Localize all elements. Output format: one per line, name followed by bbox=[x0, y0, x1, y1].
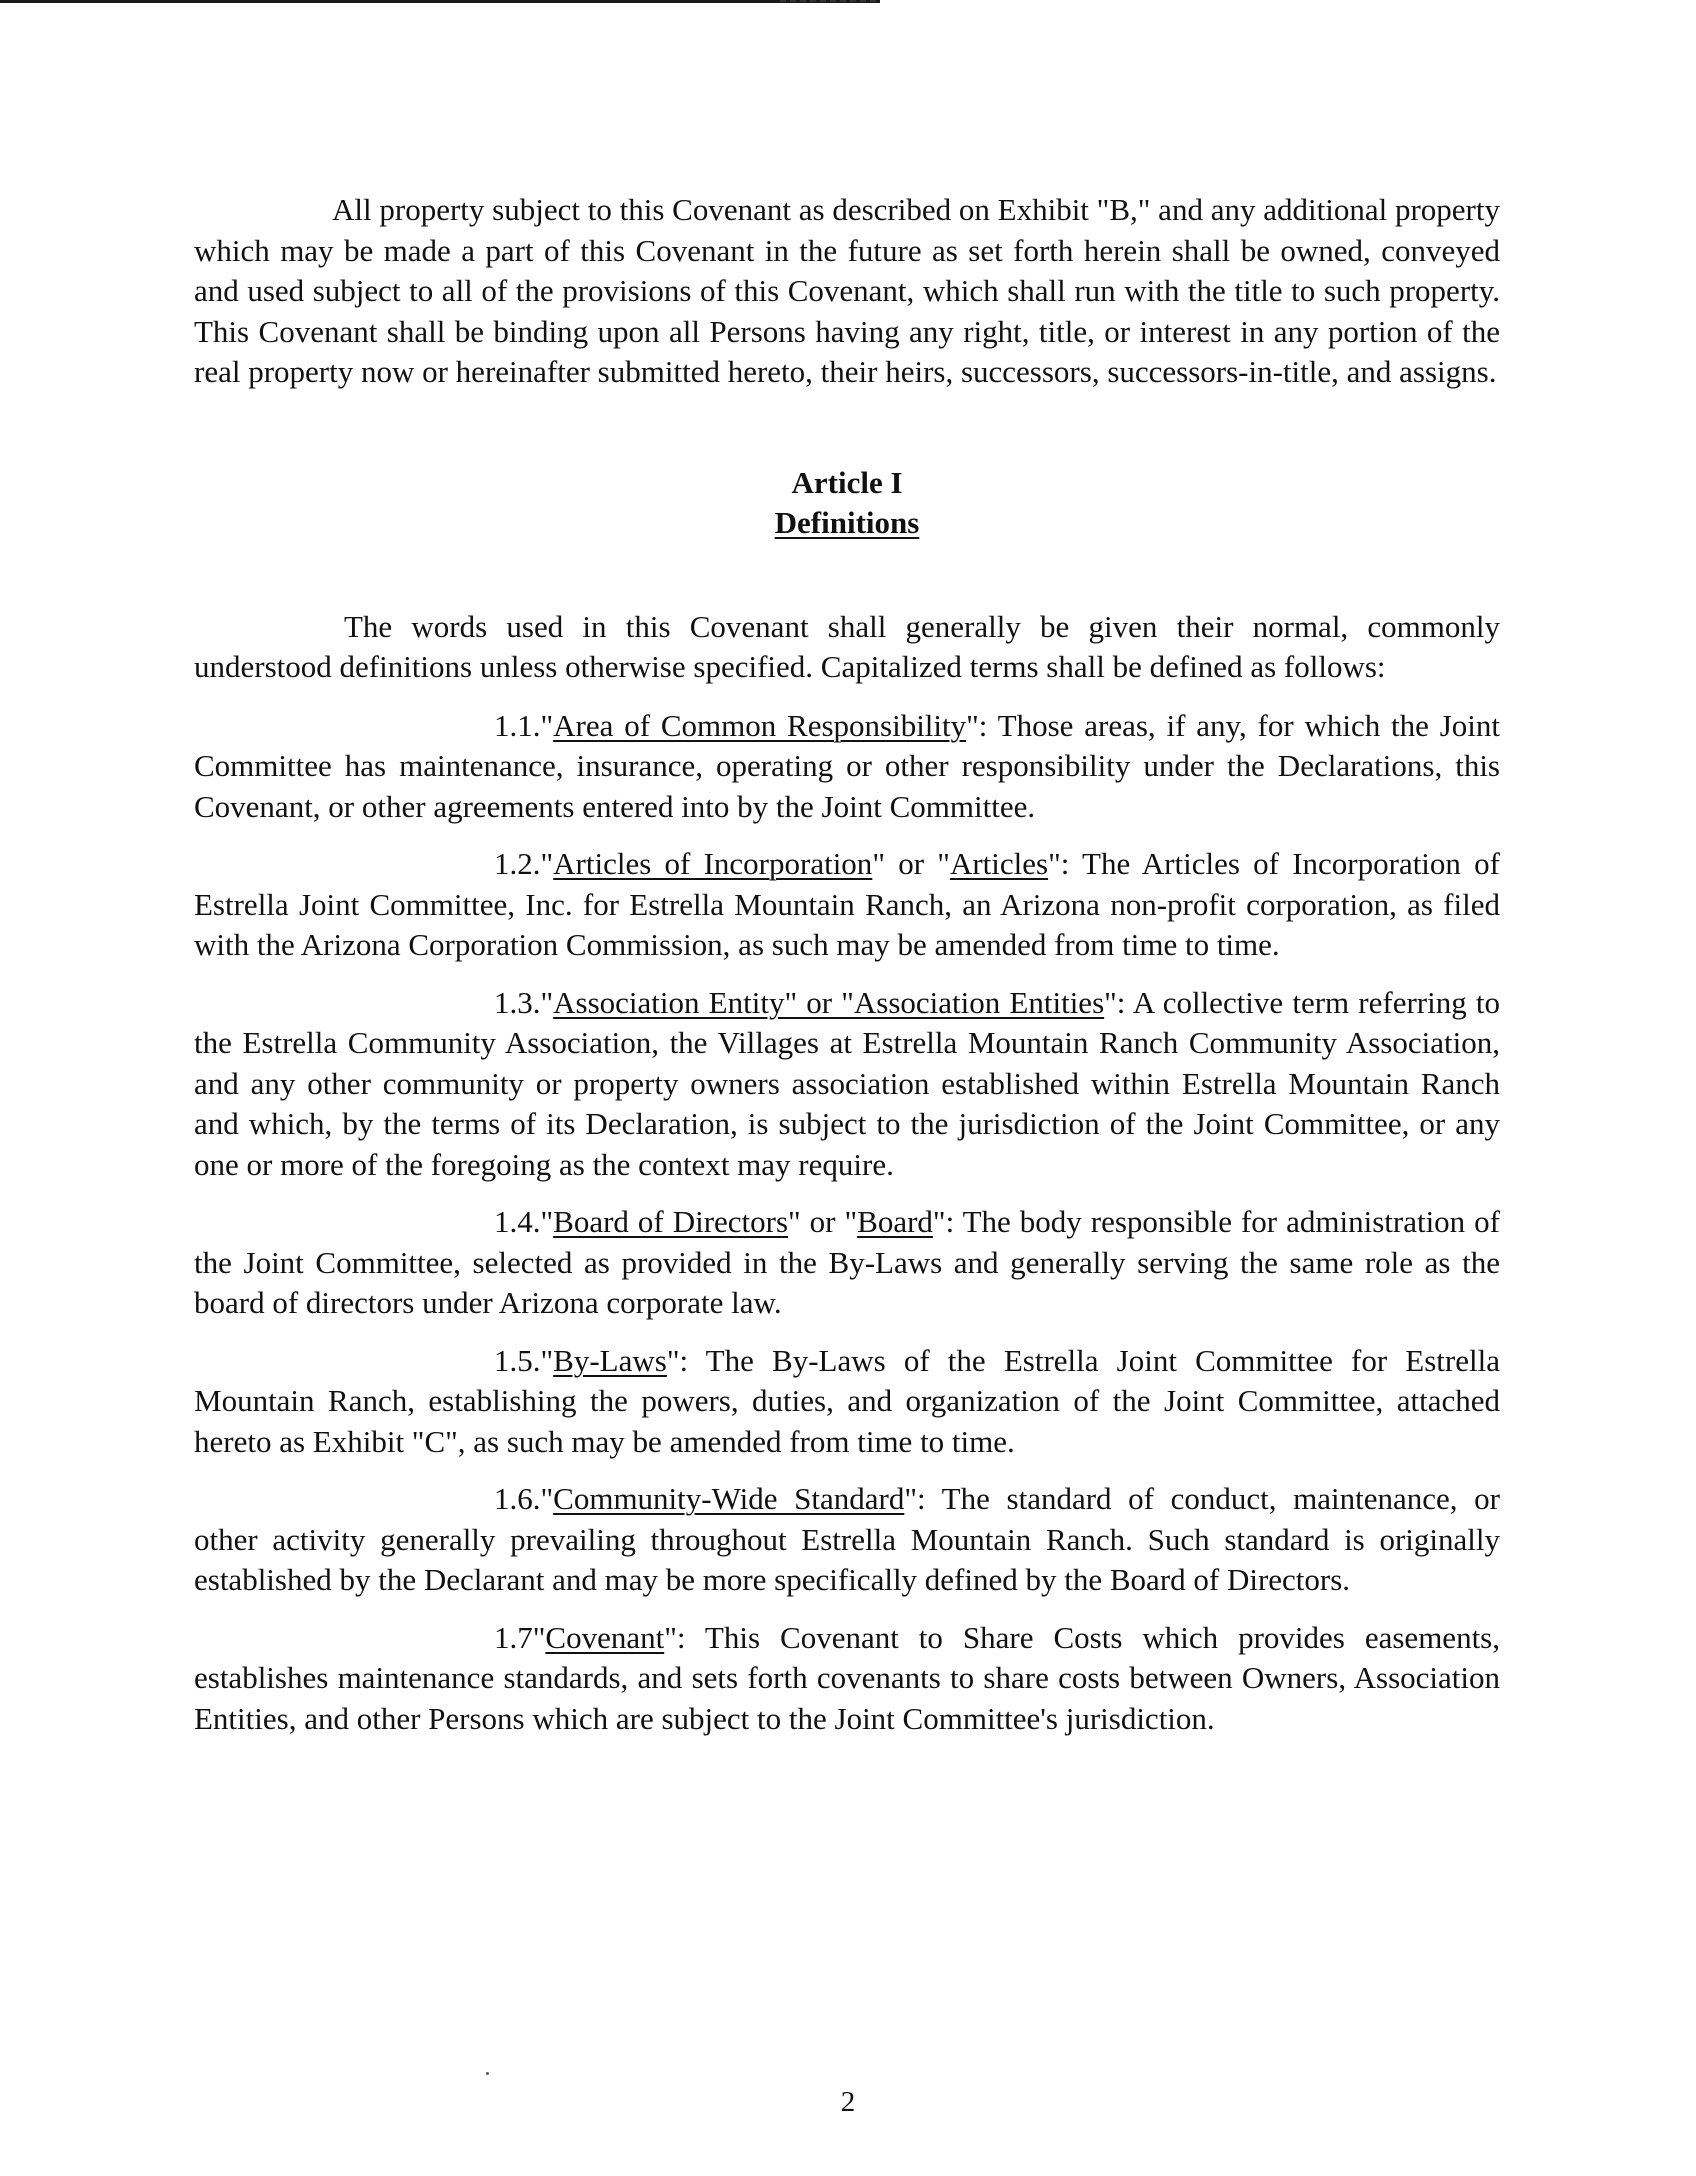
spacer bbox=[194, 688, 1500, 706]
article-number: Article I bbox=[791, 464, 903, 500]
page-number: 2 bbox=[840, 2086, 856, 2118]
scan-speck bbox=[486, 2072, 489, 2075]
definition-number: 1.7 bbox=[494, 1619, 533, 1655]
definition-term: Association Entity" or "Association Entities bbox=[553, 984, 1105, 1020]
definition-number: 1.5. bbox=[494, 1342, 541, 1378]
definition-term: Articles of Incorporation bbox=[553, 846, 873, 881]
definition-item bbox=[194, 844, 1500, 966]
definition-close-quote: ": bbox=[666, 1342, 689, 1378]
definition-number: 1.2. bbox=[494, 846, 541, 881]
definition-open-quote: " bbox=[540, 846, 554, 881]
article-title: Definitions bbox=[774, 504, 920, 540]
definition-item bbox=[194, 1202, 1500, 1324]
spacer bbox=[194, 1462, 1500, 1479]
definition-item bbox=[194, 983, 1500, 1186]
definition-body: The Articles of Incorporation of Estrella Joint Committee, Inc. for Estrella Mountain Ranch, an Arizona non-profit corporation, as filed with the Arizona Corporation Commission, as such may be amended from time to time. bbox=[194, 846, 1500, 962]
definition-item bbox=[194, 706, 1500, 828]
definition-item bbox=[194, 1618, 1500, 1740]
definition-body: Those areas, if any, for which the Joint Committee has maintenance, insurance, operating or other responsibility under the Declarations, this Covenant, or other agreements entered into by the Joint Committee. bbox=[194, 707, 1500, 824]
spacer bbox=[194, 543, 1500, 607]
definition-body: The standard of conduct, maintenance, or other activity generally prevailing throughout Estrella Mountain Ranch. Such standard is originally established by the Declarant and may be more specifically defined by the Board of Directors. bbox=[194, 1481, 1500, 1597]
spacer bbox=[194, 1185, 1500, 1202]
definition-mid-quote: " or " bbox=[872, 846, 950, 881]
definition-term: Covenant bbox=[545, 1619, 665, 1655]
definition-term-alt: Articles bbox=[949, 846, 1049, 881]
definition-number: 1.3. bbox=[494, 984, 541, 1020]
definition-term: Area of Common Responsibility bbox=[553, 707, 967, 743]
spacer bbox=[194, 1324, 1500, 1341]
definition-close-quote: ": bbox=[904, 1481, 926, 1516]
definition-close-quote: ": bbox=[664, 1619, 686, 1655]
article-preamble: The words used in this Covenant shall generally be given their normal, commonly understood definitions unless otherwise specified. Capitalized terms shall be defined as follows: bbox=[194, 608, 1500, 684]
definition-open-quote: " bbox=[540, 1481, 554, 1516]
definition-open-quote: " bbox=[540, 984, 554, 1020]
definition-close-quote: ": bbox=[1104, 984, 1126, 1020]
definition-item bbox=[194, 1341, 1500, 1463]
definition-number: 1.6. bbox=[494, 1481, 541, 1516]
definition-open-quote: " bbox=[532, 1619, 546, 1655]
spacer bbox=[194, 966, 1500, 983]
definition-body: This Covenant to Share Costs which provides easements, establishes maintenance standards, and sets forth covenants to share costs between Owners, Association Entities, and other Persons which are subject to the Joint Committee's jurisdiction. bbox=[194, 1619, 1500, 1736]
definition-body: The By-Laws of the Estrella Joint Committee for Estrella Mountain Ranch, establishing the powers, duties, and organization of the Joint Committee, attached hereto as Exhibit "C", as such may be amended from time to time. bbox=[194, 1342, 1500, 1459]
top-scan-rule-tail bbox=[780, 0, 880, 2]
definition-body: The body responsible for administration of the Joint Committee, selected as provided in the By-Laws and generally serving the same role as the board of directors under Arizona corporate law. bbox=[194, 1204, 1500, 1320]
definition-body: A collective term referring to the Estrella Community Association, the Villages at Estrella Mountain Ranch Community Association, and any other community or property owners association established within Estrella Mountain Ranch and which, by the terms of its Declaration, is subject to the jurisdiction of the Joint Committee, or any one or more of the foregoing as the context may require. bbox=[194, 984, 1500, 1182]
definition-item bbox=[194, 1479, 1500, 1601]
definition-mid-quote: " or " bbox=[788, 1204, 858, 1239]
definition-term-alt: Board bbox=[857, 1204, 933, 1239]
definition-open-quote: " bbox=[540, 707, 554, 743]
definition-close-quote: ": bbox=[1048, 846, 1070, 881]
spacer bbox=[194, 827, 1500, 844]
top-scan-rule bbox=[0, 0, 880, 3]
spacer bbox=[194, 1601, 1500, 1618]
definition-term: Board of Directors bbox=[553, 1204, 789, 1239]
definition-number: 1.1. bbox=[494, 707, 541, 743]
definition-close-quote: ": bbox=[966, 707, 988, 743]
definition-term: By-Laws bbox=[553, 1342, 667, 1378]
intro-paragraph: All property subject to this Covenant as described on Exhibit "B," and any additional property which may be made a part of this Covenant in the future as set forth herein shall be owned, conveyed and used subject to all of the provisions of this Covenant, which shall run with the title to such property. This Covenant shall be binding upon all Persons having any right, title, or interest in any portion of the real property now or hereinafter submitted hereto, their heirs, successors, successors-in-title, and assigns. bbox=[194, 192, 1500, 389]
definition-open-quote: " bbox=[540, 1342, 554, 1378]
definition-term: Community-Wide Standard bbox=[553, 1481, 905, 1516]
definition-close-quote: ": bbox=[932, 1204, 955, 1239]
document-page bbox=[194, 190, 1500, 1739]
definition-open-quote: " bbox=[540, 1204, 554, 1239]
definition-number: 1.4. bbox=[494, 1204, 541, 1239]
spacer bbox=[194, 393, 1500, 463]
